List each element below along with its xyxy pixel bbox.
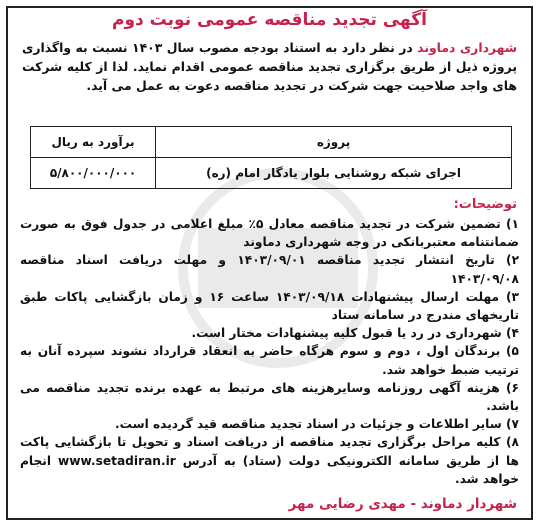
- notice-title: آگهی تجدید مناقصه عمومی نوبت دوم: [112, 10, 427, 30]
- note-item: ۴) شهرداری در رد یا قبول کلیه پیشنهادات مختار است.: [191, 326, 519, 341]
- note-item: ۵) برندگان اول ، دوم و سوم هرگاه حاضر به انعقاد قرارداد نشوند سپرده آنان به ترتیب ضبط خواهد شد.: [20, 344, 519, 377]
- note-item: ۲) تاریخ انتشار تجدید مناقصه ۱۴۰۳/۰۹/۰۱ و مهلت دریافت اسناد مناقصه ۱۴۰۳/۰۹/۰۸: [20, 253, 520, 286]
- table-header-row: [31, 127, 512, 158]
- note-item: ۸) کلیه مراحل برگزاری تجدید مناقصه از دریافت اسناد و تحویل تا بازگشایی پاکت ها از طریق سامانه الکترونیکی دولت (ستاد) به آدرس www.setadiran.ir انجام خواهد شد.: [20, 435, 519, 486]
- cell-estimate: ۵/۸۰۰/۰۰۰/۰۰۰: [31, 158, 156, 189]
- project-table: [30, 126, 512, 189]
- note-item: ۷) سایر اطلاعات و جزئیات در اسناد تجدید مناقصه قید گردیده است.: [115, 417, 519, 432]
- header-project: پروژه: [156, 127, 512, 158]
- organization-name: شهرداری دماوند: [417, 40, 517, 55]
- note-item: ۳) مهلت ارسال پیشنهادات ۱۴۰۳/۰۹/۱۸ ساعت ۱۶ و زمان بازگشایی پاکات طبق تاریخهای مندرج در سامانه ستاد: [20, 289, 519, 323]
- table-row: [31, 158, 512, 189]
- signature: شهردار دماوند - مهدی رضایی مهر: [288, 496, 517, 512]
- cell-project: اجرای شبکه روشنایی بلوار یادگار امام (ره): [156, 158, 512, 189]
- notes-heading: توضیحات:: [453, 197, 517, 212]
- advertisement-frame: [6, 6, 533, 520]
- header-estimate: برآورد به ریال: [31, 127, 156, 158]
- notes-list: [20, 215, 519, 488]
- intro-paragraph: [22, 38, 517, 95]
- note-item: ۱) تضمین شرکت در تجدید مناقصه معادل ۵٪ مبلغ اعلامی در جدول فوق به صورت ضمانتنامه معتبربانکی در وجه شهرداری دماوند: [20, 217, 519, 250]
- intro-text: در نظر دارد به استناد بودجه مصوب سال ۱۴۰۳ نسبت به واگذاری پروژه ذیل از طریق برگزاری تجدید مناقصه عمومی اقدام نماید. لذا از کلیه شرکت های واجد صلاحیت جهت شرکت در تجدید مناقصه دعوت به عمل می آید.: [22, 40, 517, 93]
- note-item: ۶) هزینه آگهی روزنامه وسایرهزینه های مرتبط به عهده برنده تجدید مناقصه می باشد.: [20, 380, 519, 414]
